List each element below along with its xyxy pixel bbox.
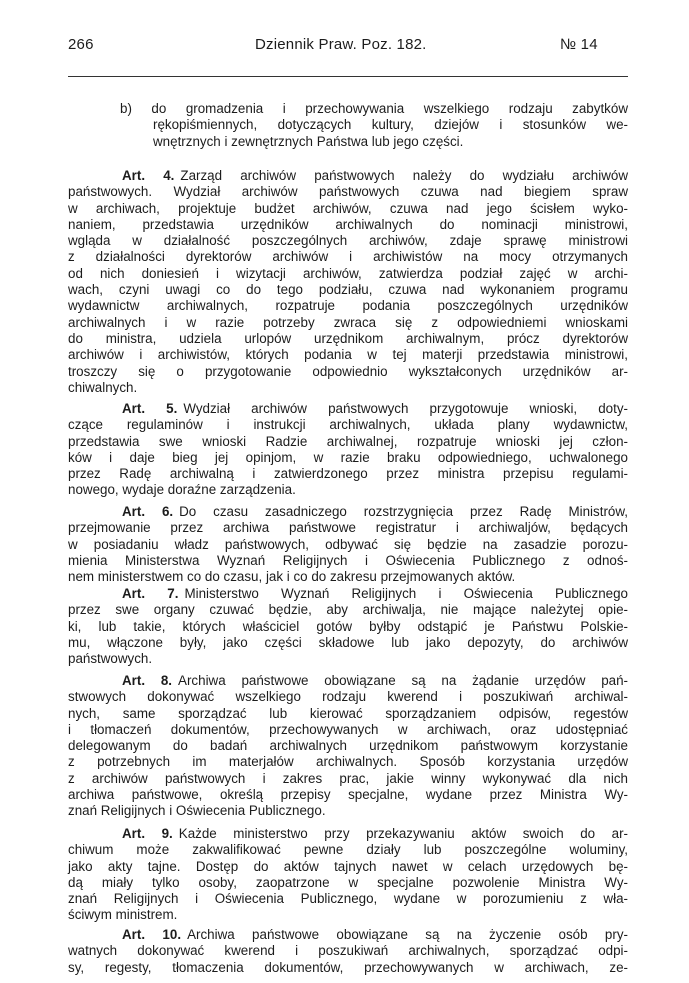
text-line: stwowych dokonywać wszelkiego rodzaju kwerend i poszukiwań archiwal-	[68, 689, 628, 705]
article-text: Archiwa państwowe obowiązane są na żądanie urzędów pań-	[178, 673, 628, 688]
text-line: sy, regesty, tłomaczenia dokumentów, przechowywanych w archiwach, ze-	[68, 959, 628, 975]
text-line	[68, 826, 628, 842]
article-label: Art. 4.	[122, 168, 175, 183]
article-9	[68, 826, 628, 924]
text-line: czące regulaminów i instrukcji archiwalnych, układa plany wydawnictw,	[68, 417, 628, 433]
article-4	[68, 168, 628, 396]
text-line: z archiwów państwowych i zakres prac, jakie winny wykonywać dla nich	[68, 770, 628, 786]
text-line	[68, 927, 628, 943]
text-line: dą miały tylko osoby, zaopatrzone w specjalne pozwolenie Ministra Wy-	[68, 874, 628, 890]
text-line: wydawnictw archiwalnych, rozpatruje podania poszczególnych urzędników	[68, 298, 628, 314]
issue-number: № 14	[560, 36, 598, 53]
text-line: mu, włączone były, jako części składowe lub jako depozyty, do archiwów	[68, 634, 628, 650]
text-line: znań Religijnych i Oświecenia Publicznego, wydane w porozumieniu z wła-	[68, 891, 628, 907]
text-line: rękopiśmiennych, dotyczących kultury, dziejów i stosunków we-	[153, 117, 628, 133]
text-line: mienia Ministerstwa Wyznań Religijnych i Oświecenia Publicznego z odnoś-	[68, 552, 628, 568]
text-line: watnych dokonywać kwerend i poszukiwań archiwalnych, sporządzać odpi-	[68, 943, 628, 959]
text-line: ki, lub takie, których właściciel gotów byłby odstąpić je Państwu Polskie-	[68, 618, 628, 634]
text-line: od nich doniesień i wizytacji archiwów, zatwierdza podział zajęć w archi-	[68, 265, 628, 281]
text-line: wnętrznych i zewnętrznych Państwa lub jego części.	[153, 133, 464, 149]
text-line: chiwalnych.	[68, 379, 138, 395]
article-label: Art. 6.	[122, 504, 174, 519]
text-line: znań Religijnych i Oświecenia Publicznego.	[68, 803, 326, 819]
text-line: w archiwach, projektuje budżet archiwów, czuwa nad jego ścisłem wyko-	[68, 200, 628, 216]
article-8	[68, 673, 628, 820]
article-10	[68, 927, 628, 976]
article-label: Art. 7.	[122, 586, 179, 601]
running-title: Dziennik Praw. Poz. 182.	[255, 36, 427, 53]
text-line: do ministra, udziela urlopów urzędnikom archiwalnym, prócz dyrektorów	[68, 330, 628, 346]
text-line	[68, 673, 628, 689]
article-text: Archiwa państwowe obowiązane są na życzenie osób pry-	[187, 927, 628, 942]
article-7	[68, 586, 628, 667]
article-label: Art. 9.	[122, 826, 173, 841]
article-text: Ministerstwo Wyznań Religijnych i Oświecenia Publicznego	[184, 586, 628, 601]
text-line: w posiadaniu władz państwowych, odbywać się będzie na zasadzie porozu-	[68, 536, 628, 552]
article-6	[68, 504, 628, 585]
text-line: troszczy się o przygotowanie odpowiednio wykształconych urzędników ar-	[68, 363, 628, 379]
article-label: Art. 8.	[122, 673, 173, 688]
article-5	[68, 401, 628, 499]
item-b	[68, 101, 628, 150]
article-text: Do czasu zasadniczego rozstrzygnięcia przez Radę Ministrów,	[179, 504, 629, 519]
text-line	[68, 586, 628, 602]
text-line: archiwalnych i w razie potrzeby zwraca się z odpowiedniemi wnioskami	[68, 314, 628, 330]
text-line	[68, 504, 628, 520]
text-line: nowego, wydaje doraźne zarządzenia.	[68, 482, 296, 498]
text-line: delegowanym do badań archiwalnych urzędnikom państwowym korzystanie	[68, 738, 628, 754]
text-line: ków i daje bieg jej opinjom, w razie braku odpowiedniego, uchwalonego	[68, 449, 628, 465]
article-text: Wydział archiwów państwowych przygotowuje wnioski, doty-	[183, 401, 628, 416]
text-line: wach, czyni uwagi co do tego podziału, czuwa nad wykonaniem programu	[68, 282, 628, 298]
article-label: Art. 10.	[122, 927, 182, 942]
text-line: państwowych. Wydział archiwów państwowych czuwa nad biegiem spraw	[68, 184, 628, 200]
text-line: nem ministerstwem co do czasu, jak i co do zakresu przejmowanych aktów.	[68, 569, 516, 585]
text-line: ściwym ministrem.	[68, 907, 178, 923]
text-line: i tłomaczeń dokumentów, przechowywanych w archiwach, oraz udostępniać	[68, 721, 628, 737]
text-line: b) do gromadzenia i przechowywania wszelkiego rodzaju zabytków	[120, 101, 628, 116]
text-line: z działalności dyrektorów archiwów i archiwistów na mocy otrzymanych	[68, 249, 628, 265]
text-line: chiwum może zakwalifikować pewne działy lub poszczególne woluminy,	[68, 842, 628, 858]
text-line	[68, 401, 628, 417]
article-text: Zarząd archiwów państwowych należy do wydziału archiwów	[180, 168, 628, 183]
text-line	[68, 168, 628, 184]
text-line: jako akty tajne. Dostęp do aktów tajnych nawet w celach urzędowych bę-	[68, 858, 628, 874]
text-line: przejmowanie przez archiwa państwowe registratur i archiwaljów, będących	[68, 520, 628, 536]
text-line: archiwów i archiwistów, których podania w tej materji przedstawia ministrowi,	[68, 347, 628, 363]
page-number: 266	[68, 36, 94, 53]
text-line: naniem, przedstawia urzędników archiwalnych do nominacji ministrowi,	[68, 216, 628, 232]
text-line: archiwa państwowe, określą przepisy specjalne, wydane przez Ministra Wy-	[68, 787, 628, 803]
text-line: przez swe organy czuwać będzie, aby archiwalja, nie mające należytej opie-	[68, 602, 628, 618]
text-line: przedstawia swe wnioski Radzie archiwalnej, rozpatruje wnioski jej człon-	[68, 433, 628, 449]
text-line: wgląda w działalność poszczególnych archiwów, zdaje sprawę ministrowi	[68, 233, 628, 249]
text-line: państwowych.	[68, 651, 153, 667]
header-rule	[68, 76, 628, 77]
article-label: Art. 5.	[122, 401, 178, 416]
text-line: z potrzebnych im materjałów archiwalnych. Sposób korzystania urzędów	[68, 754, 628, 770]
text-line: nych, same sporządzać lub kierować sporządzaniem odpisów, regestów	[68, 705, 628, 721]
article-text: Każde ministerstwo przy przekazywaniu aktów swoich do ar-	[178, 826, 628, 841]
text-line: przez Radę archiwalną i zatwierdzonego przez ministra przepisu regulami-	[68, 466, 628, 482]
